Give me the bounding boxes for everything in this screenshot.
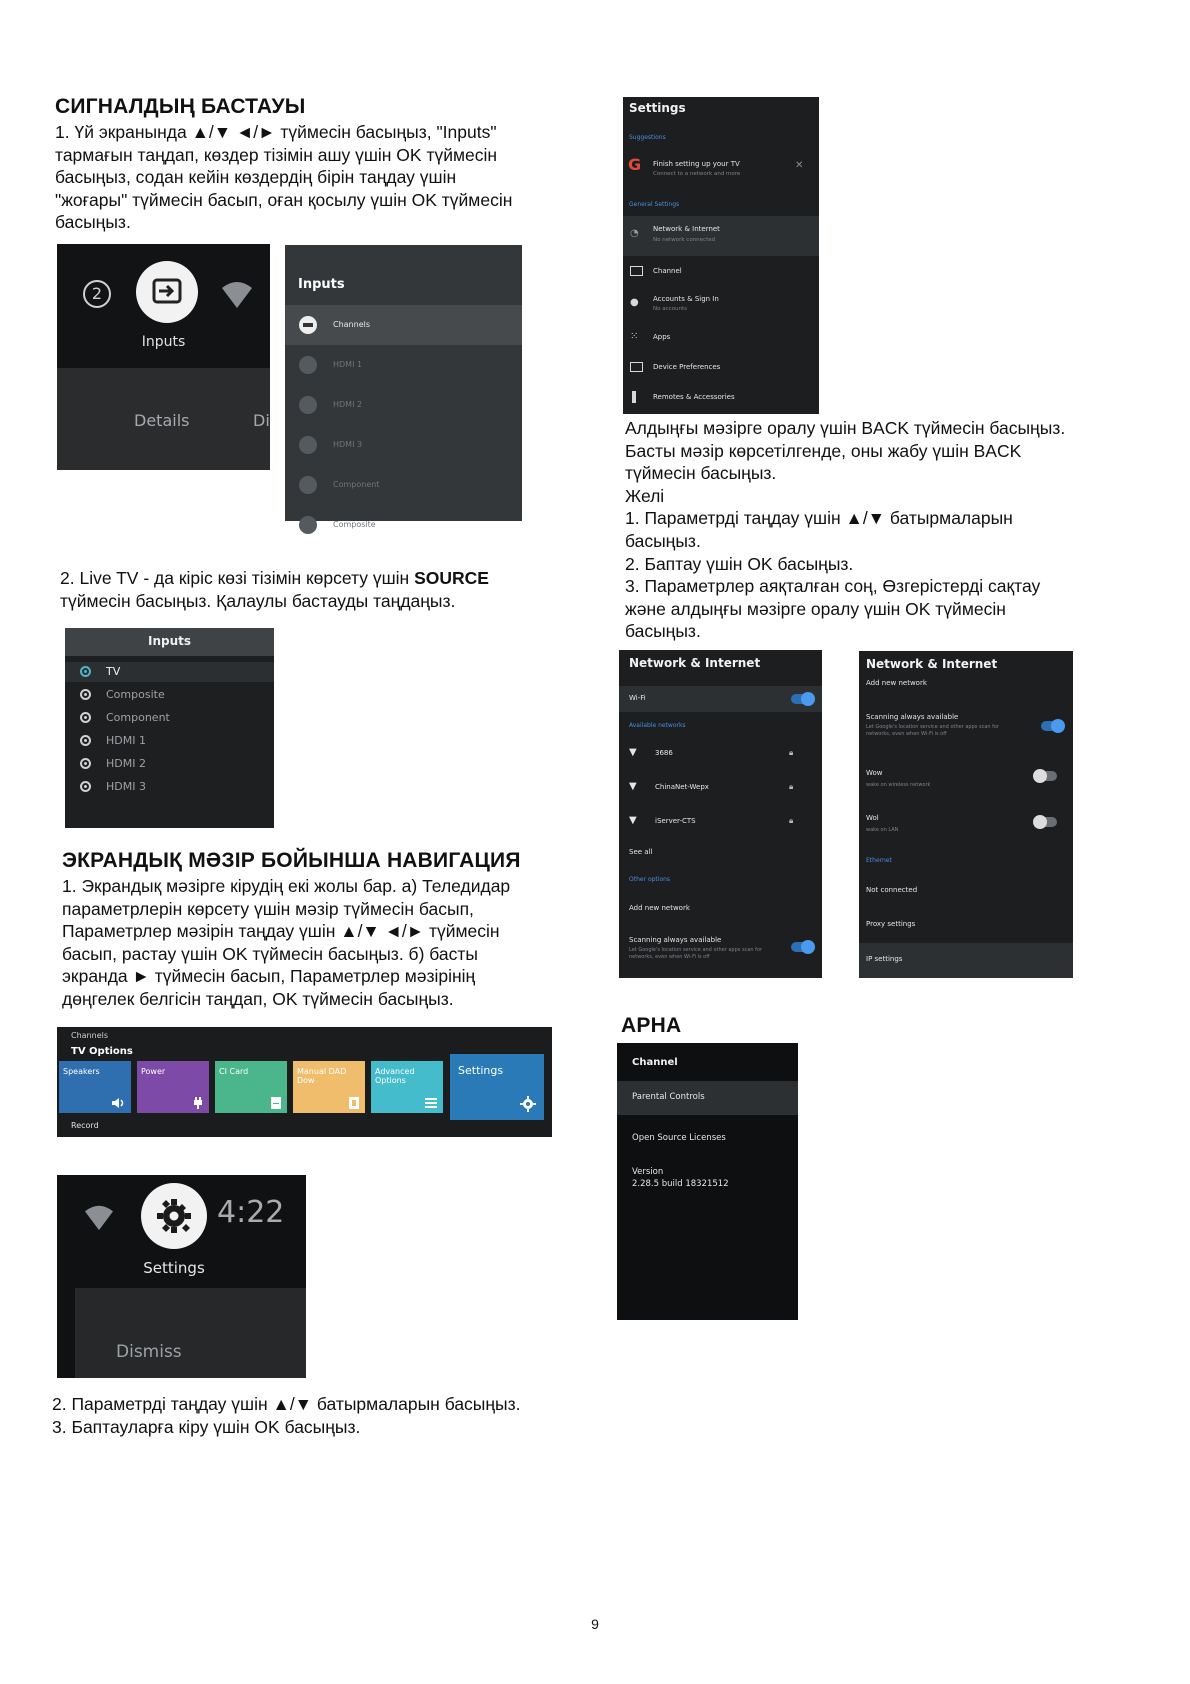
section-title-channel: АРНА xyxy=(621,1014,682,1037)
settings-gear-icon xyxy=(141,1183,207,1249)
list-item-composite[interactable]: Composite xyxy=(285,505,522,545)
wifi-off-icon-2 xyxy=(85,1203,113,1235)
general-settings-label: General Settings xyxy=(629,201,680,208)
back-and-network-text: Алдыңғы мәзірге оралу үшін BACK түймесін басыңыз. Басты мәзір көрсетілгенде, оны жабу үшін BACK түймесін басыңыз. Желі 1. Параметрді таңдау үшін ▲/▼ батырмаларын басыңыз. 2. Баптау үшін OK басыңыз. 3. Параметрлер аяқталған соң, Өзгерістерді сақтау және алдыңғы мәзірге оралу үшін OK түймесін басыңыз. xyxy=(625,418,1066,642)
lock-icon: 🔒︎ xyxy=(789,748,794,757)
wifi-toggle[interactable] xyxy=(791,694,813,704)
remote-icon xyxy=(632,391,636,403)
inputs-label: Inputs xyxy=(141,334,186,350)
network-internet-screenshot-2 xyxy=(859,651,1073,978)
tv-options-screenshot xyxy=(57,1027,552,1137)
tile-speakers[interactable]: Speakers xyxy=(59,1061,131,1113)
wol-label: Wol xyxy=(866,814,879,822)
source-item-hdmi1[interactable]: HDMI 1 xyxy=(65,731,274,751)
account-icon: ● xyxy=(630,297,639,308)
source-item-tv[interactable]: TV xyxy=(65,662,274,682)
plug-icon xyxy=(193,1097,203,1109)
cut-label: Di xyxy=(253,411,270,430)
close-icon[interactable]: ✕ xyxy=(795,160,804,171)
network-item-chinanet[interactable]: ▼ ChinaNet-Wepx 🔒︎ xyxy=(629,781,794,792)
wifi-row[interactable]: Wi-Fi xyxy=(619,686,822,712)
lock-icon: 🔒︎ xyxy=(789,782,794,791)
apps-grid-icon: ⁙ xyxy=(630,331,639,342)
wol-sub: wake on LAN xyxy=(866,827,899,833)
network-internet-screenshot-1 xyxy=(619,650,822,978)
not-connected-label: Not connected xyxy=(866,886,918,894)
list-item-channels[interactable]: Channels xyxy=(285,305,522,345)
monitor-icon xyxy=(630,362,643,372)
source-item-hdmi3[interactable]: HDMI 3 xyxy=(65,777,274,797)
source-item-composite[interactable]: Composite xyxy=(65,685,274,705)
ip-settings-item[interactable]: IP settings xyxy=(859,943,1073,978)
channels-label: Channels xyxy=(71,1031,109,1040)
wifi-signal-icon: ▼ xyxy=(629,781,637,792)
add-network-item[interactable]: Add new network xyxy=(629,904,690,912)
version-value: 2.28.5 build 18321512 xyxy=(632,1179,729,1189)
checklist-icon xyxy=(425,1097,437,1109)
wifi-off-icon xyxy=(222,280,252,312)
menu-item-remotes[interactable]: Remotes & Accessories xyxy=(623,383,819,413)
proxy-settings-item[interactable]: Proxy settings xyxy=(866,920,916,928)
dismiss-button[interactable]: Dismiss xyxy=(116,1342,182,1362)
suggestion-sub: Connect to a network and more xyxy=(653,171,741,177)
tv-options-title: TV Options xyxy=(71,1046,133,1057)
available-networks-label: Available networks xyxy=(629,722,686,729)
wifi-signal-icon: ▼ xyxy=(629,815,637,826)
wifi-icon: ◔ xyxy=(630,228,639,239)
inputs-list-title: Inputs xyxy=(298,277,345,292)
settings-menu-title: Settings xyxy=(629,101,686,115)
channel-title: Channel xyxy=(632,1057,678,1068)
section-title-signal-source: СИГНАЛДЫҢ БАСТАУЫ xyxy=(55,95,306,118)
source-item-hdmi2[interactable]: HDMI 2 xyxy=(65,754,274,774)
source-item-component[interactable]: Component xyxy=(65,708,274,728)
settings-circle-screenshot xyxy=(57,1175,306,1378)
document-icon xyxy=(349,1097,359,1109)
wow-sub: wake on wireless network xyxy=(866,782,931,788)
network-title-2: Network & Internet xyxy=(866,657,998,671)
channel-screenshot xyxy=(617,1043,798,1320)
source-list-screenshot xyxy=(65,628,274,828)
scanning-sub-2: Let Google's location service and other apps scan for networks, even when Wi-Fi is off xyxy=(866,724,1000,737)
wow-toggle[interactable] xyxy=(1035,771,1057,781)
list-item-component[interactable]: Component xyxy=(285,465,522,505)
scanning-label-1: Scanning always available xyxy=(629,936,722,944)
speaker-icon xyxy=(111,1097,125,1109)
see-all-link[interactable]: See all xyxy=(629,848,653,856)
tile-settings[interactable]: Settings xyxy=(450,1054,544,1120)
step2-text: 2. Live TV - да кіріс көзі тізімін көрсету үшін SOURCE түймесін басыңыз. Қалаулы бастауды таңдаңыз. xyxy=(60,568,489,611)
lock-icon: 🔒︎ xyxy=(789,816,794,825)
gear-icon xyxy=(520,1096,536,1112)
list-item-hdmi2[interactable]: HDMI 2 xyxy=(285,385,522,425)
tile-ci-card[interactable]: CI Card xyxy=(215,1061,287,1113)
wow-label: Wow xyxy=(866,769,883,777)
badge-two: 2 xyxy=(83,280,111,308)
version-label: Version xyxy=(632,1167,664,1177)
inputs-list-screenshot xyxy=(285,245,522,529)
other-options-label: Other options xyxy=(629,876,671,883)
details-label: Details xyxy=(134,411,190,430)
menu-item-network[interactable]: ◔ Network & Internet No network connected xyxy=(623,216,819,256)
inputs-icon xyxy=(136,261,198,323)
tile-advanced-options[interactable]: Advanced Options xyxy=(371,1061,443,1113)
list-item-hdmi3[interactable]: HDMI 3 xyxy=(285,425,522,465)
section2-text: 1. Экрандық мәзірге кірудің екі жолы бар. а) Теледидар параметрлерін көрсету үшін мәзір түймесін басып, Параметрлер мәзірін таңдау үшін ▲/▼ ◄/► түймесін басып, растау үшін OK түймесін басыңыз. б) басты экранда ► түймесін басып, Параметрлер мәзірінің дөңгелек белгісін таңдап, OK түймесін басыңыз. xyxy=(62,876,511,1009)
source-list-title: Inputs xyxy=(147,634,192,648)
menu-item-apps[interactable]: ⁙ Apps xyxy=(630,331,671,342)
wifi-signal-icon: ▼ xyxy=(629,747,637,758)
home-inputs-screenshot xyxy=(57,244,270,470)
steps-bottom-text: 2. Параметрді таңдау үшін ▲/▼ батырмаларын басыңыз. 3. Баптауларға кіру үшін OK басыңыз. xyxy=(52,1394,521,1437)
tile-manual-dad[interactable]: Manual DAD Dow xyxy=(293,1061,365,1113)
menu-item-accounts[interactable]: ● Accounts & Sign In No accounts xyxy=(630,295,719,312)
menu-item-channel[interactable]: Channel xyxy=(623,257,819,287)
menu-item-device-preferences[interactable]: Device Preferences xyxy=(623,353,819,383)
page-number: 9 xyxy=(591,1616,599,1632)
open-source-licenses-item[interactable]: Open Source Licenses xyxy=(632,1133,726,1143)
section-title-osd-navigation: ЭКРАНДЫҚ МӘЗІР БОЙЫНША НАВИГАЦИЯ xyxy=(62,849,521,872)
list-item-hdmi1[interactable]: HDMI 1 xyxy=(285,345,522,385)
record-label: Record xyxy=(71,1121,99,1130)
scanning-sub-1: Let Google's location service and other apps scan for networks, even when Wi-Fi is off xyxy=(629,947,763,960)
card-icon xyxy=(271,1097,281,1109)
ethernet-label: Ethernet xyxy=(866,857,892,864)
suggestion-title: Finish setting up your TV xyxy=(653,160,740,168)
settings-label: Settings xyxy=(143,1259,205,1277)
suggestions-label: Suggestions xyxy=(629,134,666,141)
section1-text: 1. Үй экранында ▲/▼ ◄/► түймесін басыңыз, "Inputs" тармағын таңдап, көздер тізімін ашу үшін OK түймесін басыңыз, содан кейін көздердің бірін таңдау үшін "жоғары" түймесін басып, оған қосылу үшін OK түймесін басыңыз. xyxy=(55,122,513,233)
clock-time: 4:22 xyxy=(217,1195,285,1230)
google-icon: G xyxy=(628,155,642,174)
tv-icon xyxy=(630,266,643,276)
settings-menu-screenshot xyxy=(623,97,819,414)
network-title-1: Network & Internet xyxy=(629,656,761,670)
add-network-cut: Add new network xyxy=(866,679,927,687)
network-item-3686[interactable]: ▼ 3686 🔒︎ xyxy=(629,747,794,758)
tile-power[interactable]: Power xyxy=(137,1061,209,1113)
scanning-toggle-1[interactable] xyxy=(791,942,813,952)
wol-toggle[interactable] xyxy=(1035,817,1057,827)
scanning-toggle-2[interactable] xyxy=(1041,721,1063,731)
scanning-label-2: Scanning always available xyxy=(866,713,959,721)
parental-controls-item[interactable]: Parental Controls xyxy=(617,1081,798,1115)
network-item-iserver[interactable]: ▼ iServer-CTS 🔒︎ xyxy=(629,815,794,826)
